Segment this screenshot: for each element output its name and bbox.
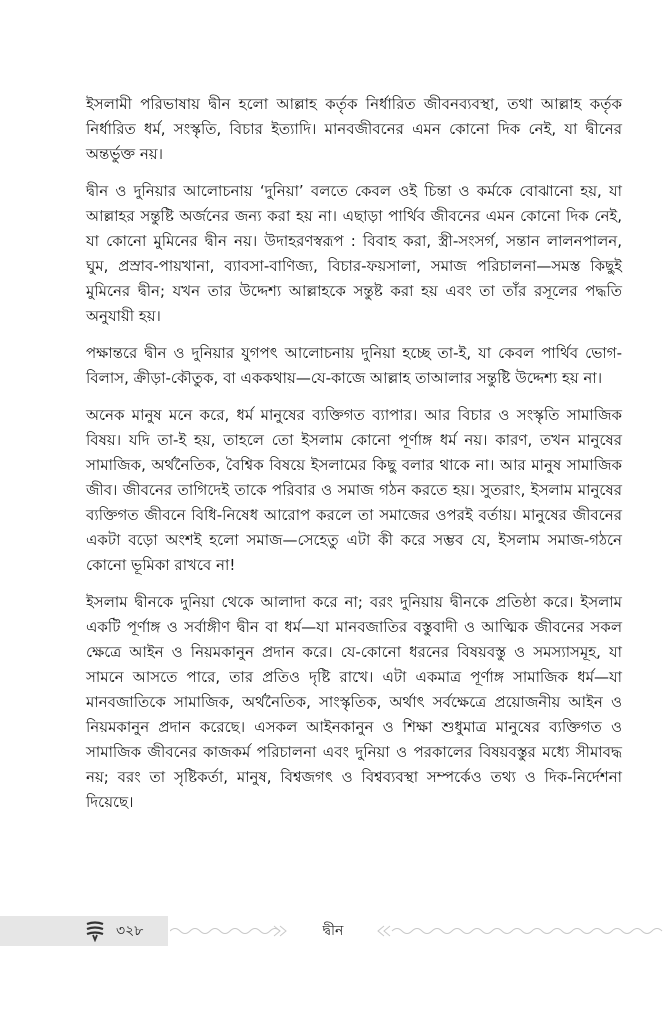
paragraph-3: পক্ষান্তরে দ্বীন ও দুনিয়ার যুগপৎ আলোচনায় দুনিয়া হচ্ছে তা-ই, যা কেবল পার্থিব ভোগ-বিলাস, ক্রীড়া-কৌতুক, বা এককথায়—যে-কাজে আল্লাহ তাআলার সন্তুষ্টি উদ্দেশ্য হয় না। [86, 344, 622, 387]
paragraph-4: অনেক মানুষ মনে করে, ধর্ম মানুষের ব্যক্তিগত ব্যাপার। আর বিচার ও সংস্কৃতি সামাজিক বিষয়। যদি তা-ই হয়, তাহলে তো ইসলাম কোনো পূর্ণাঙ্গ ধর্ম নয়। কারণ, তখন মানুষের সামাজিক, অর্থনৈতিক, বৈশ্বিক বিষয়ে ইসলামের কিছু বলার থাকে না। আর মানুষ সামাজিক জীব। জীবনের তাগিদেই তাকে পরিবার ও সমাজ গঠন করতে হয়। সুতরাং, ইসলাম মানুষের ব্যক্তিগত জীবনে বিধি-নিষেধ আরোপ করলে তা সমাজের ওপরই বর্তায়। মানুষের জীবনের একটা বড়ো অংশই হলো সমাজ—সেহেতু এটা কী করে সম্ভব যে, ইসলাম সমাজ-গঠনে কোনো ভূমিকা রাখবে না! [86, 406, 622, 574]
paragraph-5: ইসলাম দ্বীনকে দুনিয়া থেকে আলাদা করে না; বরং দুনিয়ায় দ্বীনকে প্রতিষ্ঠা করে। ইসলাম একটি পূর্ণাঙ্গ ও সর্বাঙ্গীণ দ্বীন বা ধর্ম—যা মানবজাতির বস্তুবাদী ও আত্মিক জীবনের সকল ক্ষেত্রে আইন ও নিয়মকানুন প্রদান করে। যে-কোনো ধরনের বিষয়বস্তু ও সমস্যাসমূহ, যা সামনে আসতে পারে, তার প্রতিও দৃষ্টি রাখে। এটা একমাত্র পূর্ণাঙ্গ সামাজিক ধর্ম—যা মানবজাতিকে সামাজিক, অর্থনৈতিক, সাংস্কৃতিক, অর্থাৎ সর্বক্ষেত্রে প্রয়োজনীয় আইন ও নিয়মকানুন প্রদান করেছে। এসকল আইনকানুন ও শিক্ষা শুধুমাত্র মানুষের ব্যক্তিগত ও সামাজিক জীবনের কাজকর্ম পরিচালনা এবং দুনিয়া ও পরকালের বিষয়বস্তুর মধ্যে সীমাবদ্ধ নয়; বরং তা সৃষ্টিকর্তা, মানুষ, বিশ্বজগৎ ও বিশ্বব্যবস্থা সম্পর্কেও তথ্য ও দিক-নির্দেশনা দিয়েছে। [86, 593, 622, 811]
chapter-title: দ্বীন [322, 923, 344, 939]
decorative-line-left [170, 924, 290, 938]
paragraph-1: ইসলামী পরিভাষায় দ্বীন হলো আল্লাহ কর্তৃক নির্ধারিত জীবনব্যবস্থা, তথা আল্লাহ কর্তৃক নির্ধারিত ধর্ম, সংস্কৃতি, বিচার ইত্যাদি। মানবজীবনের এমন কোনো দিক নেই, যা দ্বীনের অন্তর্ভুক্ত নয়। [86, 95, 622, 163]
book-icon [84, 920, 106, 942]
decorative-line-right [374, 924, 663, 938]
page-footer [0, 916, 663, 946]
paragraph-2: দ্বীন ও দুনিয়ার আলোচনায় ‘দুনিয়া’ বলতে কেবল ওই চিন্তা ও কর্মকে বোঝানো হয়, যা আল্লাহর সন্তুষ্টি অর্জনের জন্য করা হয় না। এছাড়া পার্থিব জীবনের এমন কোনো দিক নেই, যা কোনো মুমিনের দ্বীন নয়। উদাহরণস্বরূপ : বিবাহ করা, স্ত্রী-সংসর্গ, সন্তান লালনপালন, ঘুম, প্রস্রাব-পায়খানা, ব্যাবসা-বাণিজ্য, বিচার-ফয়সালা, সমাজ পরিচালনা—সমস্ত কিছুই মুমিনের দ্বীন; যখন তার উদ্দেশ্য আল্লাহকে সন্তুষ্ট করা হয় এবং তা তাঁর রসূলের পদ্ধতি অনুযায়ী হয়। [86, 182, 622, 325]
page-number: ৩২৮ [116, 923, 144, 939]
page-body [86, 92, 622, 827]
